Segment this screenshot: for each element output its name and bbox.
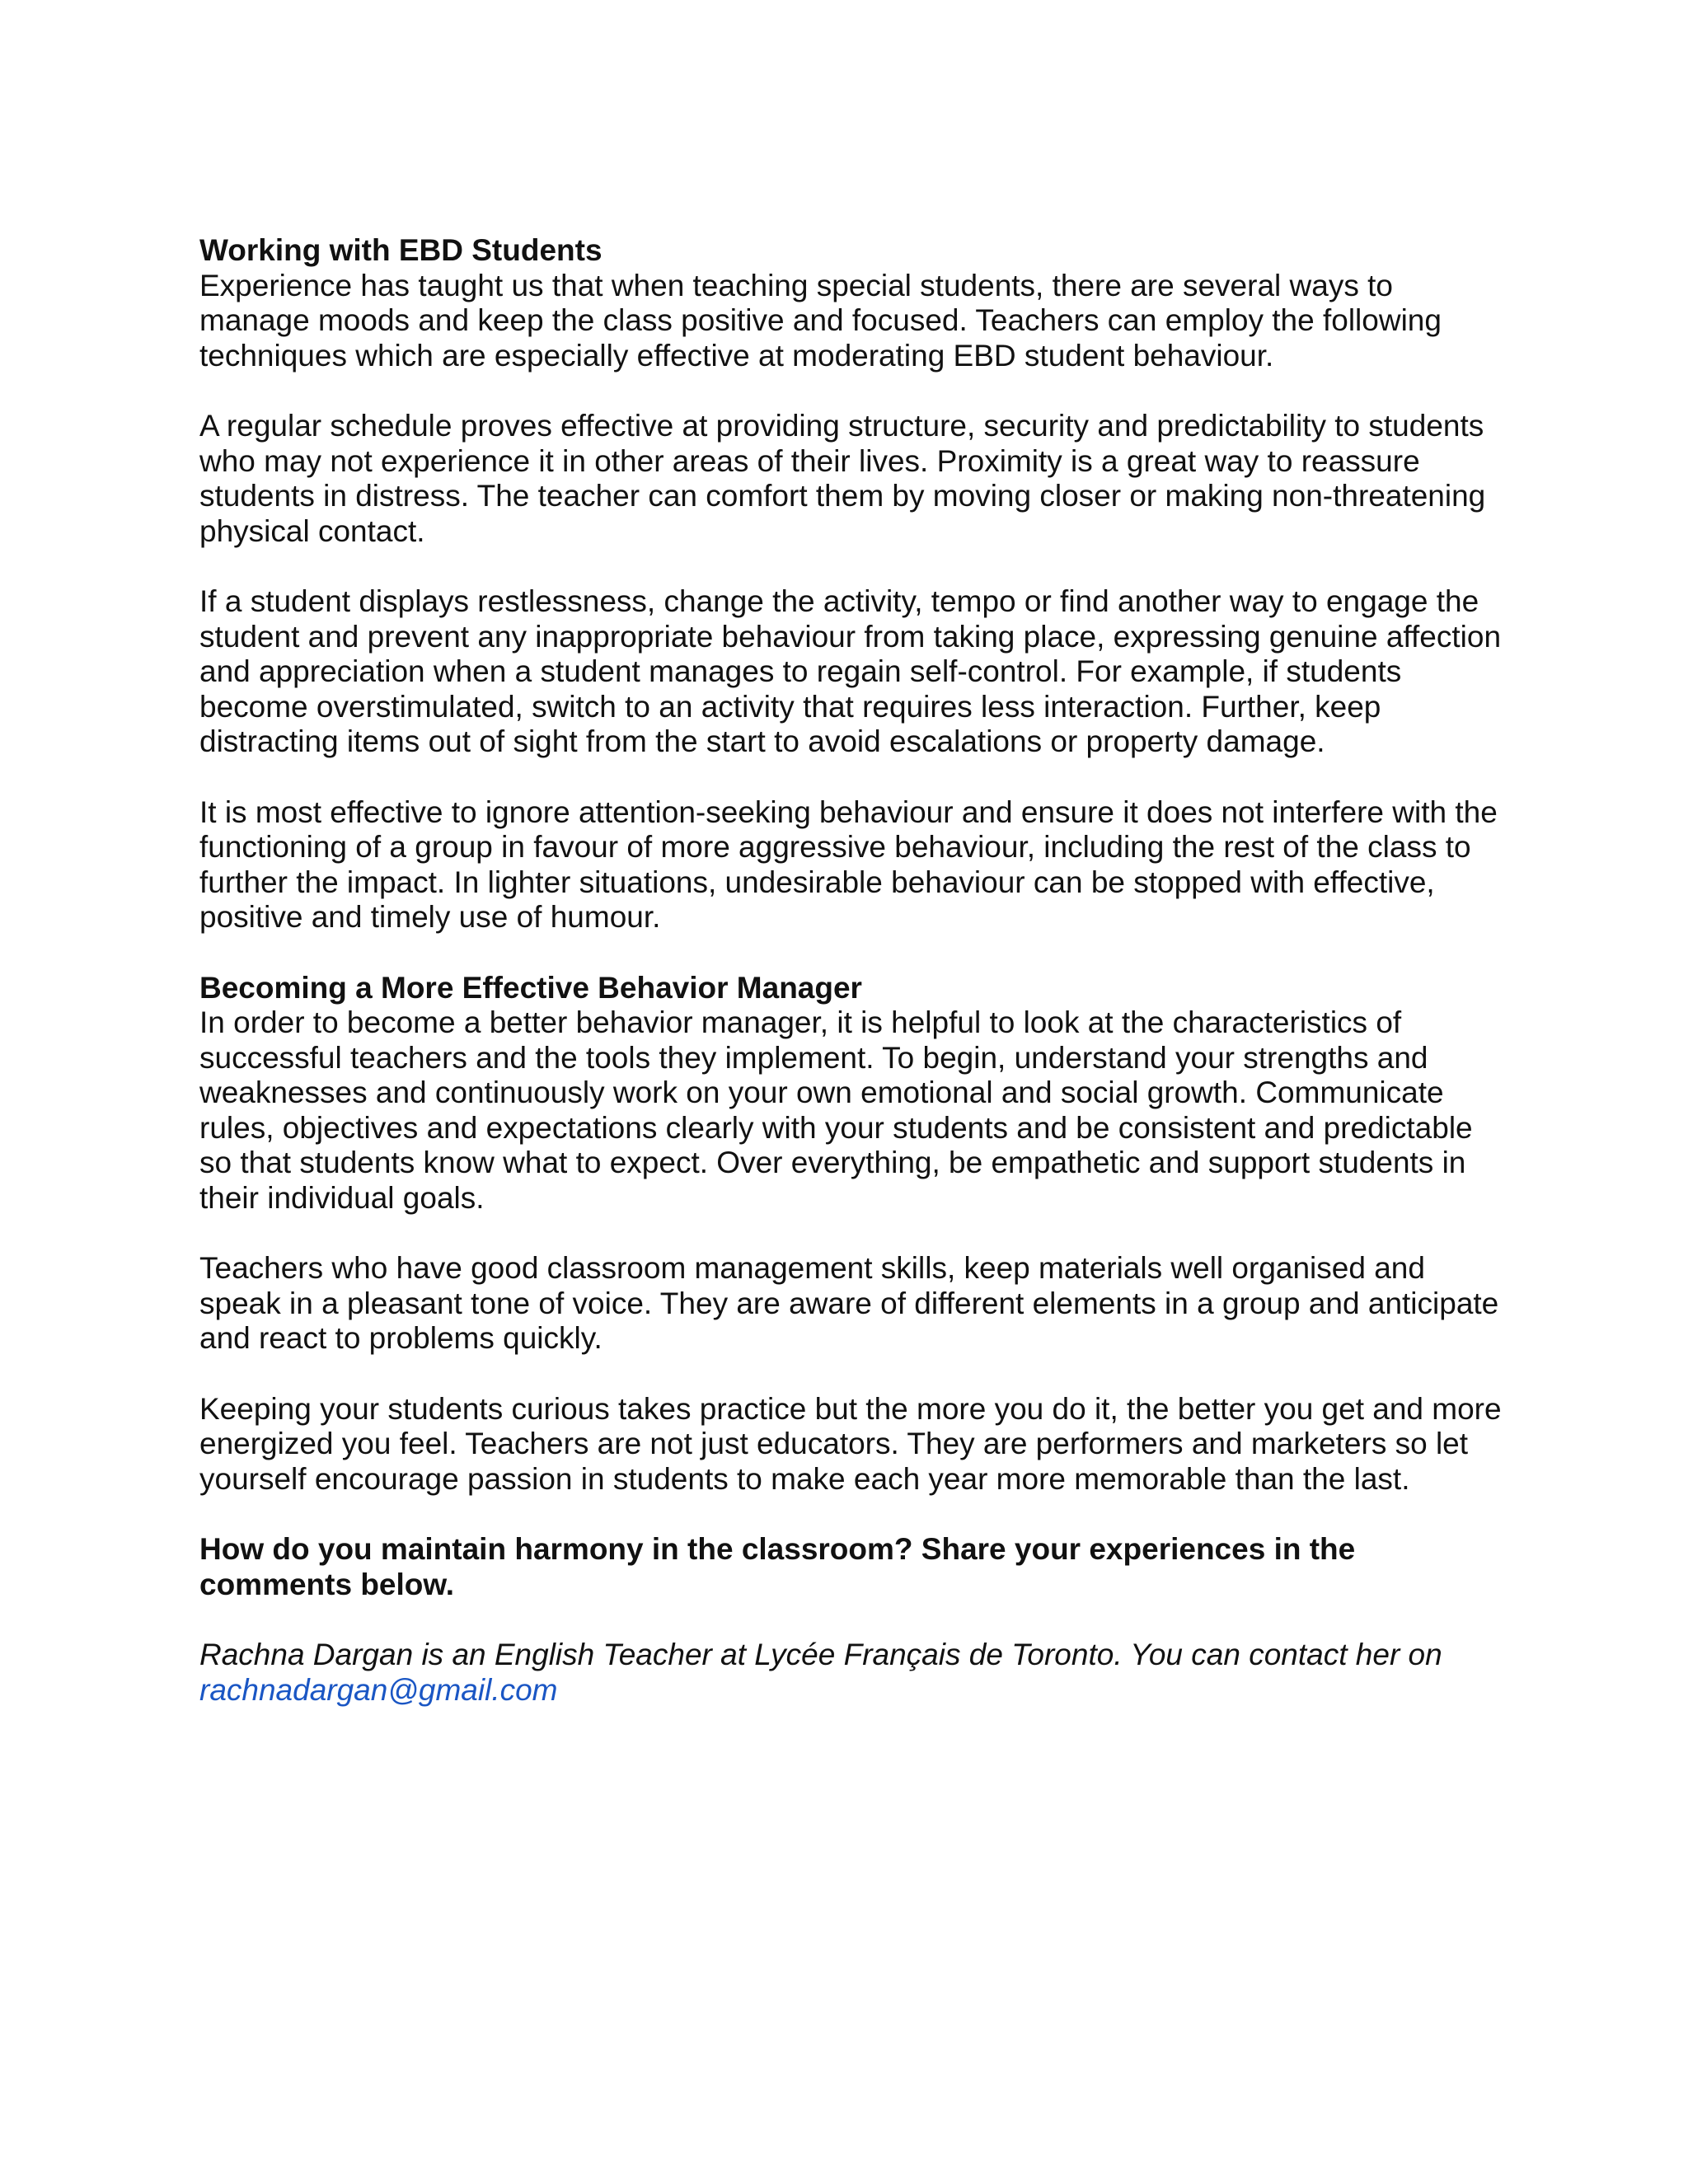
author-email-link[interactable]: rachnadargan@gmail.com [199,1672,558,1707]
paragraph-attention-seeking: It is most effective to ignore attention-seeking behaviour and ensure it does not interfere with the functioning of a group in favour of more aggressive behaviour, including the rest of the class to further the impact. In lighter situations, undesirable behaviour can be stopped with effective, positive and timely use of humour. [199,794,1498,934]
paragraph-better-manager: In order to become a better behavior manager, it is helpful to look at the characteristics of successful teachers and the tools they implement. To begin, understand your strengths and weaknesses and continuously work on your own emotional and social growth. Communicate rules, objectives and expectations clearly with your students and be consistent and predictable so that students know what to expect. Over everything, be empathetic and support students in their individual goals. [199,1005,1473,1215]
paragraph-intro: Experience has taught us that when teaching special students, there are several ways to manage moods and keep the class positive and focused. Teachers can employ the following techniques which are especially effective at moderating EBD student behaviour. [199,268,1442,373]
author-bio-text: Rachna Dargan is an English Teacher at Lycée Français de Toronto. You can contact her on [199,1638,1442,1671]
section-heading-ebd-students: Working with EBD Students [199,233,603,267]
section-heading-behavior-manager: Becoming a More Effective Behavior Manager [199,970,862,1005]
paragraph-management-skills: Teachers who have good classroom management skills, keep materials well organised and speak in a pleasant tone of voice. They are aware of different elements in a group and anticipate and react to problems quickly. [199,1251,1499,1355]
closing-question: How do you maintain harmony in the classroom? Share your experiences in the comments below. [199,1532,1356,1601]
author-bio [199,1638,1503,1708]
paragraph-schedule: A regular schedule proves effective at providing structure, security and predictability to students who may not experience it in other areas of their lives. Proximity is a great way to reassure students in distress. The teacher can comfort them by moving closer or making non-threatening physical contact. [199,409,1486,548]
paragraph-restlessness: If a student displays restlessness, change the activity, tempo or find another way to engage the student and prevent any inappropriate behaviour from taking place, expressing genuine affection and appreciation when a student manages to regain self-control. For example, if students become overstimulated, switch to an activity that requires less interaction. Further, keep distracting items out of sight from the start to avoid escalations or property damage. [199,584,1502,758]
paragraph-curiosity: Keeping your students curious takes practice but the more you do it, the better you get and more energized you feel. Teachers are not just educators. They are performers and marketers so let yourself encourage passion in students to make each year more memorable than the last. [199,1391,1502,1496]
article-body [199,233,1503,1708]
